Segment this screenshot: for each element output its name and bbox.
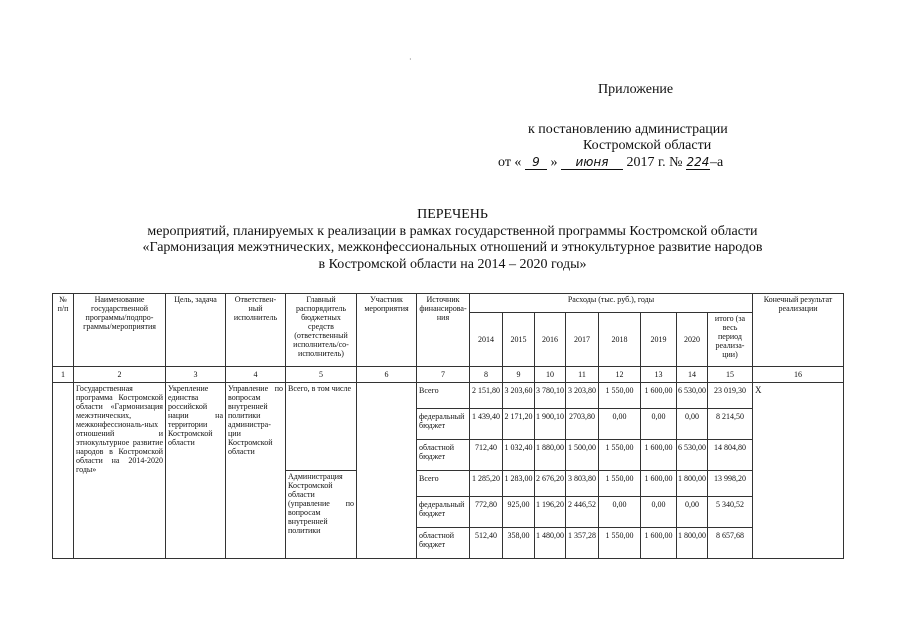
value-cell: 772,80 — [470, 497, 503, 528]
doc-subtitle-2: «Гармонизация межэтнических, межконфессиональных отношений и этнокультурное развитие народов — [142, 240, 763, 255]
header-row-1 — [53, 294, 844, 313]
source-cell: Всего — [417, 471, 470, 497]
value-cell: 8 214,50 — [708, 409, 753, 440]
column-index: 9 — [503, 367, 535, 383]
year-header: 2019 — [641, 313, 677, 367]
column-index: 12 — [599, 367, 641, 383]
result-cell: X — [753, 383, 844, 559]
column-index-row — [53, 367, 844, 383]
column-index: 7 — [417, 367, 470, 383]
value-cell: 1 550,00 — [599, 440, 641, 471]
doc-title: ПЕРЕЧЕНЬ — [417, 207, 488, 222]
value-cell: 1 550,00 — [599, 471, 641, 497]
year-header: 2015 — [503, 313, 535, 367]
date-month: июня — [561, 155, 623, 170]
value-cell: 1 032,40 — [503, 440, 535, 471]
doc-subtitle-3: в Костромской области на 2014 – 2020 годы» — [318, 257, 587, 272]
year-header: 2014 — [470, 313, 503, 367]
year-header: 2016 — [535, 313, 566, 367]
date-mid: » — [550, 155, 558, 170]
value-cell: 1 800,00 — [677, 528, 708, 559]
col-goal-header: Цель, задача — [166, 294, 226, 367]
participant-cell — [357, 383, 417, 559]
value-cell: 2703,80 — [566, 409, 599, 440]
measures-table — [52, 293, 844, 559]
column-index: 10 — [535, 367, 566, 383]
value-cell: 1 800,00 — [677, 471, 708, 497]
value-cell: 1 600,00 — [641, 471, 677, 497]
value-cell: 1 880,00 — [535, 440, 566, 471]
value-cell: 6 530,00 — [677, 440, 708, 471]
value-cell: 712,40 — [470, 440, 503, 471]
column-index: 11 — [566, 367, 599, 383]
value-cell: 14 804,80 — [708, 440, 753, 471]
value-cell: 1 285,20 — [470, 471, 503, 497]
source-cell: областной бюджет — [417, 528, 470, 559]
goal-cell: Укрепление единства российской нации на территории Костромской области — [166, 383, 226, 559]
source-cell: областной бюджет — [417, 440, 470, 471]
value-cell: 358,00 — [503, 528, 535, 559]
date-prefix: от « — [498, 155, 522, 170]
col-manager-header: Главный распорядитель бюджетных средств (ответственный исполнитель/со-исполнитель) — [286, 294, 357, 367]
value-cell: 3 803,80 — [566, 471, 599, 497]
value-cell: 2 171,20 — [503, 409, 535, 440]
value-cell: 23 019,30 — [708, 383, 753, 409]
value-cell: 3 203,60 — [503, 383, 535, 409]
column-index: 2 — [74, 367, 166, 383]
executor-cell: Управление по вопросам внутренней политики администра-ции Костромской области — [226, 383, 286, 559]
column-index: 16 — [753, 367, 844, 383]
column-index: 8 — [470, 367, 503, 383]
col-name-header: Наименование государственной программы/подпро-граммы/мероприятия — [74, 294, 166, 367]
date-day: 9 — [525, 155, 547, 170]
value-cell: 1 196,20 — [535, 497, 566, 528]
value-cell: 1 357,28 — [566, 528, 599, 559]
value-cell: 512,40 — [470, 528, 503, 559]
doc-subtitle-1: мероприятий, планируемых к реализации в рамках государственной программы Костромской области — [147, 224, 758, 239]
program-name-cell: Государственная программа Костромской области «Гармонизация межэтнических, межконфессиональ-ных отношений и этнокультурное развитие народов в Костромской области на 2014-2020 годы» — [74, 383, 166, 559]
value-cell: 0,00 — [599, 497, 641, 528]
col-num-header: № п/п — [53, 294, 74, 367]
manager-cell: Всего, в том числе — [286, 383, 357, 471]
value-cell: 8 657,68 — [708, 528, 753, 559]
column-index: 13 — [641, 367, 677, 383]
value-cell: 1 550,00 — [599, 528, 641, 559]
value-cell: 3 203,80 — [566, 383, 599, 409]
value-cell: 0,00 — [641, 497, 677, 528]
row-number-cell — [53, 383, 74, 559]
col-participant-header: Участник мероприятия — [357, 294, 417, 367]
value-cell: 1 550,00 — [599, 383, 641, 409]
column-index: 6 — [357, 367, 417, 383]
value-cell: 0,00 — [677, 409, 708, 440]
value-cell: 0,00 — [677, 497, 708, 528]
value-cell: 1 600,00 — [641, 528, 677, 559]
decree-number-suffix: –а — [709, 155, 724, 170]
value-cell: 1 439,40 — [470, 409, 503, 440]
table-row — [53, 383, 844, 409]
col-executor-header: Ответствен-ный исполнитель — [226, 294, 286, 367]
source-cell: федеральный бюджет — [417, 409, 470, 440]
source-cell: Всего — [417, 383, 470, 409]
value-cell: 925,00 — [503, 497, 535, 528]
source-cell: федеральный бюджет — [417, 497, 470, 528]
column-index: 14 — [677, 367, 708, 383]
col-source-header: Источник финансирова-ния — [417, 294, 470, 367]
decree-number: 224 — [686, 155, 710, 169]
year-header: 2020 — [677, 313, 708, 367]
value-cell: 2 676,20 — [535, 471, 566, 497]
value-cell: 2 446,52 — [566, 497, 599, 528]
appendix-title: Приложение — [598, 82, 674, 97]
column-index: 1 — [53, 367, 74, 383]
value-cell: 1 480,00 — [535, 528, 566, 559]
column-index: 5 — [286, 367, 357, 383]
value-cell: 1 283,00 — [503, 471, 535, 497]
decree-line-1: к постановлению администрации — [528, 122, 728, 137]
value-cell: 3 780,10 — [535, 383, 566, 409]
decree-line-2: Костромской области — [583, 138, 712, 153]
value-cell: 1 900,10 — [535, 409, 566, 440]
manager-cell: Администрация Костромской области (управление по вопросам внутренней политики — [286, 471, 357, 559]
value-cell: 1 600,00 — [641, 383, 677, 409]
column-index: 4 — [226, 367, 286, 383]
value-cell: 1 500,00 — [566, 440, 599, 471]
value-cell: 1 600,00 — [641, 440, 677, 471]
value-cell: 5 340,52 — [708, 497, 753, 528]
value-cell: 6 530,00 — [677, 383, 708, 409]
value-cell: 2 151,80 — [470, 383, 503, 409]
year-header: 2017 — [566, 313, 599, 367]
total-header: итого (за весь период реализа-ции) — [708, 313, 753, 367]
col-expenses-header: Расходы (тыс. руб.), годы — [470, 294, 753, 313]
value-cell: 13 998,20 — [708, 471, 753, 497]
value-cell: 0,00 — [641, 409, 677, 440]
column-index: 15 — [708, 367, 753, 383]
scan-mark: · — [409, 55, 412, 64]
date-year: 2017 г. № — [626, 155, 683, 170]
column-index: 3 — [166, 367, 226, 383]
decree-date-line — [498, 155, 723, 171]
year-header: 2018 — [599, 313, 641, 367]
value-cell: 0,00 — [599, 409, 641, 440]
col-result-header: Конечный результат реализации — [753, 294, 844, 367]
